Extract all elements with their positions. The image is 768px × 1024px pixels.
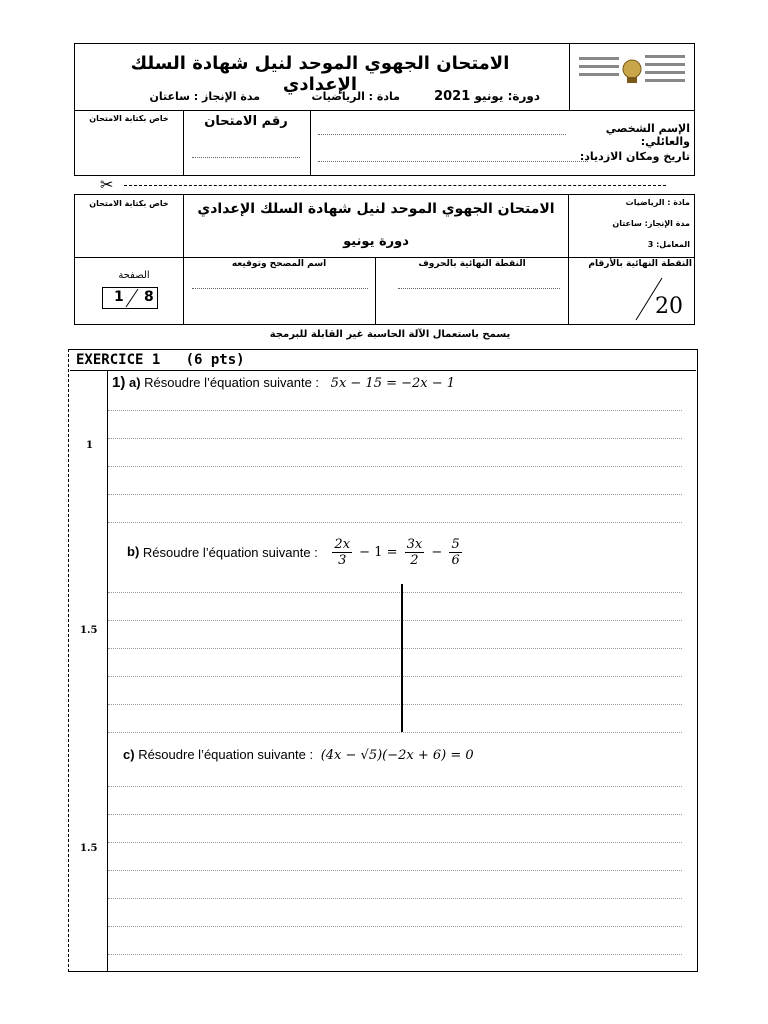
scissors-icon: ✂ bbox=[100, 175, 114, 194]
grading-title: الامتحان الجهوي الموحد لنيل شهادة السلك الإعدادي bbox=[197, 201, 555, 217]
subject-label: مادة : الرياضيات bbox=[311, 90, 400, 103]
question-c-text: Résoudre l’équation suivante : bbox=[138, 747, 314, 762]
corrector-label: اسم المصحح وتوقيعه bbox=[231, 259, 327, 269]
reserved-label-2: خاص بكتابة الامتحان bbox=[89, 199, 169, 208]
exercise-frame bbox=[68, 349, 698, 972]
grade-numbers-label: النقطة النهائية بالأرقام bbox=[588, 259, 692, 269]
grading-coefficient: المعامل: 3 bbox=[647, 240, 690, 249]
points-b: 1.5 bbox=[80, 625, 98, 636]
grade-letters-label: النقطة النهائية بالحروف bbox=[418, 259, 526, 269]
main-title: الامتحان الجهوي الموحد لنيل شهادة السلك الإعدادي bbox=[130, 53, 510, 95]
grade-letters-field[interactable] bbox=[398, 288, 560, 289]
page-label: الصفحة bbox=[118, 270, 150, 281]
session-text: دورة: يونيو bbox=[474, 89, 540, 103]
question-c bbox=[123, 747, 474, 763]
fraction-2x-3: $\frac{2x}{3}$ bbox=[334, 537, 351, 568]
duration-label: مدة الإنجاز : ساعتان bbox=[149, 90, 260, 103]
birth-label: تاريخ ومكان الازدياد: bbox=[579, 150, 690, 163]
cut-line bbox=[124, 185, 666, 186]
question-1-number: 1) bbox=[112, 374, 126, 391]
fraction-5-6: $\frac{5}{6}$ bbox=[451, 537, 460, 568]
birth-field[interactable] bbox=[318, 161, 588, 162]
question-b-text: Résoudre l’équation suivante : bbox=[142, 545, 318, 560]
page-divider bbox=[124, 287, 140, 313]
question-b-label: b) bbox=[127, 543, 140, 559]
corrector-field[interactable] bbox=[192, 288, 368, 289]
question-c-equation: (4x − √5)(−2x + 6) = 0 bbox=[320, 748, 474, 763]
page-current: 1 bbox=[114, 289, 124, 305]
points-column-divider bbox=[107, 371, 108, 972]
vertical-marker-line bbox=[401, 584, 403, 732]
calculator-note: يسمح باستعمال الآلة الحاسبة غير القابلة للبرمجة bbox=[269, 329, 511, 340]
question-a bbox=[112, 374, 455, 391]
exam-number-label: رقم الامتحان bbox=[204, 114, 288, 129]
question-c-label: c) bbox=[123, 747, 135, 762]
exam-number-field[interactable] bbox=[192, 157, 300, 158]
grading-session: دورة يونيو bbox=[343, 234, 409, 249]
session-label bbox=[420, 89, 540, 104]
name-label: الإسم الشخصي والعائلي: bbox=[605, 122, 690, 148]
question-a-equation: 5x − 15 = −2x − 1 bbox=[330, 376, 456, 391]
grading-duration: مدة الإنجاز: ساعتان bbox=[612, 219, 690, 228]
ministry-logo bbox=[573, 47, 691, 107]
grade-max: 20 bbox=[655, 294, 683, 319]
grading-subject: مادة : الرياضيات bbox=[625, 198, 690, 207]
session-year: 2021 bbox=[434, 89, 471, 104]
page-total: 8 bbox=[144, 289, 154, 305]
reserved-label: خاص بكتابة الامتحان bbox=[89, 114, 169, 123]
question-b bbox=[127, 537, 465, 568]
question-a-label: a) bbox=[128, 375, 141, 390]
name-field[interactable] bbox=[318, 134, 566, 135]
question-a-text: Résoudre l’équation suivante : bbox=[144, 375, 320, 390]
exercise-title: EXERCICE 1 (6 pts) bbox=[76, 352, 245, 368]
question-b-equation: $\frac{2x}{3}$ − 1 = $\frac{3x}{2}$ − $\frac{5}{6}$ bbox=[334, 537, 460, 568]
points-a: 1 bbox=[86, 440, 93, 451]
points-c: 1.5 bbox=[80, 843, 98, 854]
fraction-3x-2: $\frac{3x}{2}$ bbox=[406, 537, 423, 568]
